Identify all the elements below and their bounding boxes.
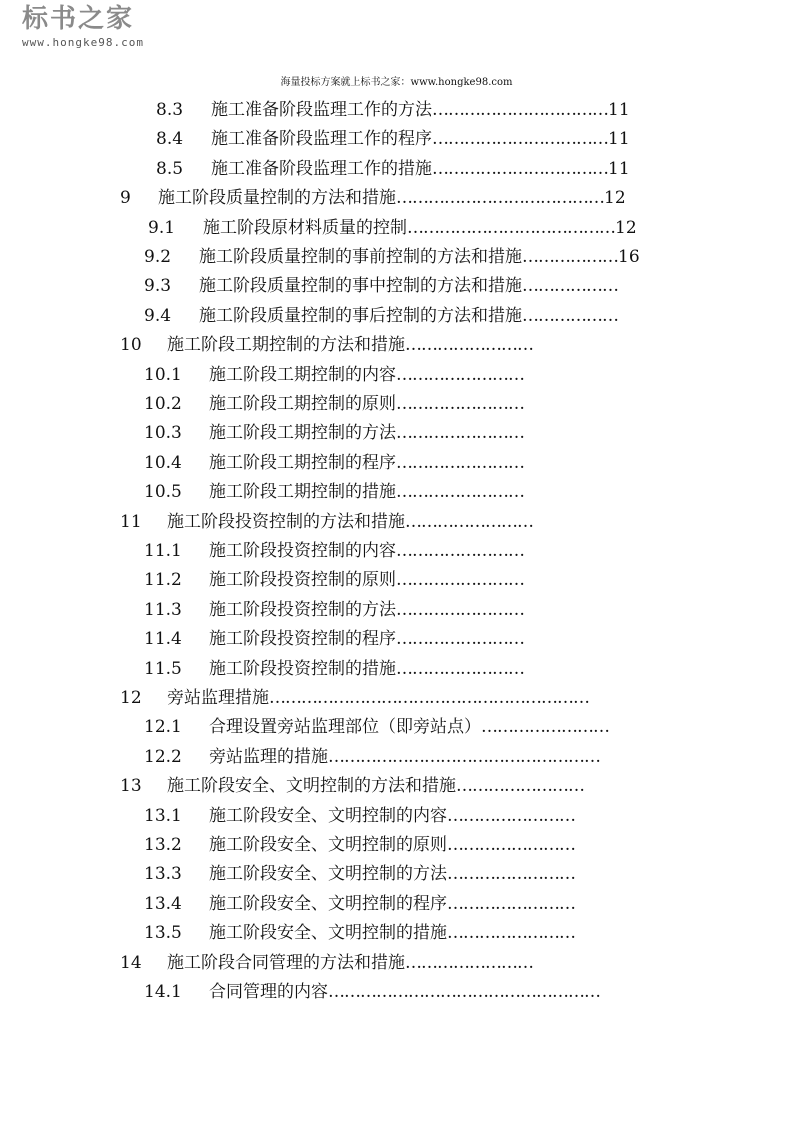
toc-entry-number: 14.1 — [144, 982, 182, 1002]
toc-entry-leader-dots: …………………………………………… — [328, 982, 600, 1002]
logo-url: www.hongke98.com — [22, 36, 144, 49]
toc-entry-number: 10.2 — [144, 394, 182, 414]
toc-entry-leader-dots: …………………… — [447, 864, 575, 884]
toc-entry[interactable] — [144, 979, 600, 1005]
toc-entry[interactable] — [144, 626, 524, 652]
toc-entry[interactable] — [120, 185, 626, 211]
toc-entry-title: 施工阶段投资控制的内容 — [209, 541, 396, 561]
toc-entry-leader-dots: …………………… — [396, 570, 524, 590]
toc-entry-title: 施工阶段安全、文明控制的措施 — [209, 923, 447, 943]
toc-entry[interactable] — [144, 597, 524, 623]
toc-entry-leader-dots: …………………… — [396, 600, 524, 620]
toc-entry-number: 11.3 — [144, 600, 182, 620]
toc-entry-number: 13.4 — [144, 894, 182, 914]
toc-entry[interactable] — [144, 920, 575, 946]
toc-entry-page-number: 12 — [615, 218, 637, 238]
toc-entry-title: 施工阶段安全、文明控制的方法 — [209, 864, 447, 884]
toc-entry[interactable] — [144, 391, 524, 417]
toc-entry[interactable] — [144, 656, 524, 682]
toc-entry-leader-dots: …………………… — [396, 365, 524, 385]
toc-entry-number: 9.3 — [144, 276, 172, 296]
toc-entry-number: 11.2 — [144, 570, 182, 590]
toc-entry-page-number: 11 — [608, 100, 630, 120]
toc-entry-title: 施工准备阶段监理工作的措施 — [211, 159, 432, 179]
toc-entry-title: 施工阶段工期控制的内容 — [209, 365, 396, 385]
toc-entry-title: 施工阶段安全、文明控制的原则 — [209, 835, 447, 855]
toc-entry-leader-dots: ………………………………… — [407, 218, 615, 238]
toc-entry-leader-dots: …………………… — [405, 953, 533, 973]
toc-entry-title: 施工阶段工期控制的原则 — [209, 394, 396, 414]
toc-entry-leader-dots: …………………… — [405, 335, 533, 355]
toc-entry[interactable] — [148, 215, 637, 241]
toc-entry-title: 施工阶段工期控制的措施 — [209, 482, 396, 502]
toc-entry-leader-dots: …………………… — [396, 482, 524, 502]
toc-entry[interactable] — [120, 950, 533, 976]
toc-entry-number: 10 — [120, 335, 142, 355]
toc-entry-number: 12.1 — [144, 717, 182, 737]
toc-entry-leader-dots: ……………… — [522, 276, 618, 296]
toc-entry-number: 11.1 — [144, 541, 182, 561]
toc-entry[interactable] — [120, 773, 584, 799]
toc-entry-leader-dots: …………………………………………… — [328, 747, 600, 767]
toc-entry-title: 施工阶段工期控制的方法 — [209, 423, 396, 443]
toc-entry-title: 施工阶段投资控制的方法和措施 — [167, 512, 405, 532]
toc-entry[interactable] — [144, 420, 524, 446]
toc-entry[interactable] — [144, 273, 618, 299]
toc-entry-number: 12.2 — [144, 747, 182, 767]
toc-entry-number: 11.5 — [144, 659, 182, 679]
toc-entry[interactable] — [156, 156, 630, 182]
toc-entry-title: 施工阶段原材料质量的控制 — [203, 218, 407, 238]
toc-entry[interactable] — [144, 832, 575, 858]
toc-entry[interactable] — [144, 450, 524, 476]
toc-entry-leader-dots: …………………… — [447, 835, 575, 855]
toc-entry-number: 8.5 — [156, 159, 184, 179]
toc-entry-title: 合理设置旁站监理部位（即旁站点） — [209, 717, 481, 737]
site-logo — [22, 4, 144, 49]
toc-entry-title: 施工阶段合同管理的方法和措施 — [167, 953, 405, 973]
toc-entry-number: 13.2 — [144, 835, 182, 855]
toc-entry-leader-dots: …………………………… — [432, 129, 608, 149]
toc-entry[interactable] — [120, 509, 533, 535]
toc-entry[interactable] — [144, 861, 575, 887]
toc-entry-title: 施工阶段质量控制的事前控制的方法和措施 — [199, 247, 522, 267]
toc-entry[interactable] — [144, 538, 524, 564]
toc-entry-leader-dots: …………………… — [405, 512, 533, 532]
toc-entry[interactable] — [144, 744, 600, 770]
page-header: 海量投标方案就上标书之家：www.hongke98.com — [280, 77, 513, 88]
toc-entry-leader-dots: ……………… — [522, 247, 618, 267]
toc-entry-title: 旁站监理的措施 — [209, 747, 328, 767]
toc-entry-number: 10.1 — [144, 365, 182, 385]
toc-entry-number: 13.1 — [144, 806, 182, 826]
toc-entry-title: 施工准备阶段监理工作的程序 — [211, 129, 432, 149]
toc-entry-title: 施工阶段安全、文明控制的内容 — [209, 806, 447, 826]
toc-entry-title: 施工阶段投资控制的原则 — [209, 570, 396, 590]
toc-entry-title: 合同管理的内容 — [209, 982, 328, 1002]
toc-entry-leader-dots: …………………… — [456, 776, 584, 796]
toc-entry-leader-dots: …………………… — [396, 659, 524, 679]
toc-entry-leader-dots: …………………… — [396, 541, 524, 561]
toc-entry-leader-dots: …………………… — [447, 923, 575, 943]
toc-entry-leader-dots: …………………… — [396, 423, 524, 443]
toc-entry-number: 10.3 — [144, 423, 182, 443]
toc-entry[interactable] — [120, 685, 589, 711]
toc-entry[interactable] — [144, 244, 640, 270]
toc-entry-leader-dots: …………………… — [447, 894, 575, 914]
toc-entry-title: 施工阶段质量控制的方法和措施 — [158, 188, 396, 208]
toc-entry-number: 10.5 — [144, 482, 182, 502]
toc-entry-title: 施工阶段质量控制的事中控制的方法和措施 — [199, 276, 522, 296]
toc-entry-number: 9.1 — [148, 218, 176, 238]
toc-entry-number: 11 — [120, 512, 142, 532]
toc-entry[interactable] — [156, 126, 630, 152]
toc-entry-title: 施工阶段投资控制的方法 — [209, 600, 396, 620]
toc-entry-page-number: 11 — [608, 129, 630, 149]
toc-entry-title: 施工阶段安全、文明控制的程序 — [209, 894, 447, 914]
toc-entry-leader-dots: …………………… — [396, 629, 524, 649]
toc-entry-number: 11.4 — [144, 629, 182, 649]
toc-entry-title: 施工阶段工期控制的方法和措施 — [167, 335, 405, 355]
toc-entry-leader-dots: …………………… — [481, 717, 609, 737]
toc-entry-page-number: 11 — [608, 159, 630, 179]
toc-entry-title: 施工阶段安全、文明控制的方法和措施 — [167, 776, 456, 796]
toc-entry-number: 8.4 — [156, 129, 184, 149]
toc-entry-number: 10.4 — [144, 453, 182, 473]
toc-entry[interactable] — [144, 303, 618, 329]
toc-entry-leader-dots: ………………………………… — [396, 188, 604, 208]
toc-entry-number: 12 — [120, 688, 142, 708]
toc-entry-number: 9.2 — [144, 247, 172, 267]
toc-entry[interactable] — [144, 479, 524, 505]
toc-entry-title: 施工阶段质量控制的事后控制的方法和措施 — [199, 306, 522, 326]
toc-entry-leader-dots: …………………… — [447, 806, 575, 826]
toc-entry[interactable] — [144, 891, 575, 917]
toc-entry-title: 施工阶段工期控制的程序 — [209, 453, 396, 473]
toc-entry-page-number: 16 — [618, 247, 640, 267]
toc-entry-number: 9.4 — [144, 306, 172, 326]
toc-entry[interactable] — [144, 803, 575, 829]
toc-entry-leader-dots: …………………… — [396, 394, 524, 414]
toc-entry-title: 施工准备阶段监理工作的方法 — [211, 100, 432, 120]
toc-entry-title: 施工阶段投资控制的措施 — [209, 659, 396, 679]
toc-entry-leader-dots: …………………………………………………… — [269, 688, 589, 708]
toc-entry-number: 13 — [120, 776, 142, 796]
toc-entry-number: 9 — [120, 188, 131, 208]
toc-entry-title: 施工阶段投资控制的程序 — [209, 629, 396, 649]
toc-entry-title: 旁站监理措施 — [167, 688, 269, 708]
toc-entry[interactable] — [156, 97, 630, 123]
toc-entry-number: 13.5 — [144, 923, 182, 943]
logo-title: 标书之家 — [22, 4, 135, 34]
toc-entry-number: 8.3 — [156, 100, 184, 120]
toc-entry[interactable] — [144, 714, 609, 740]
toc-entry-number: 14 — [120, 953, 142, 973]
toc-entry-page-number: 12 — [604, 188, 626, 208]
toc-entry[interactable] — [144, 362, 524, 388]
toc-entry[interactable] — [120, 332, 533, 358]
toc-entry-number: 13.3 — [144, 864, 182, 884]
toc-entry-leader-dots: …………………… — [396, 453, 524, 473]
toc-entry[interactable] — [144, 567, 524, 593]
toc-entry-leader-dots: …………………………… — [432, 100, 608, 120]
toc-entry-leader-dots: …………………………… — [432, 159, 608, 179]
toc-entry-leader-dots: ……………… — [522, 306, 618, 326]
